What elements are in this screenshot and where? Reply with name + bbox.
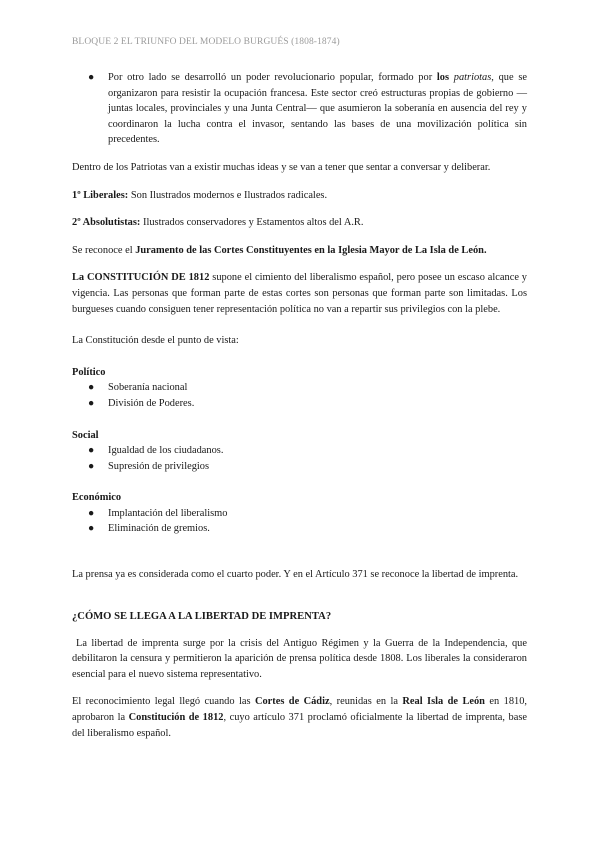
text-run: Se reconoce el bbox=[72, 244, 136, 256]
liberales-paragraph bbox=[72, 188, 527, 204]
italic-run: patriotas bbox=[453, 72, 492, 83]
running-header: BLOQUE 2 EL TRIUNFO DEL MODELO BURGUÉS (1808-1874) bbox=[72, 37, 340, 47]
patriotas-paragraph: Dentro de los Patriotas van a existir muchas ideas y se van a tener que sentar a conversar y deliberar. bbox=[72, 161, 491, 173]
reconocimiento-paragraph bbox=[72, 694, 527, 741]
list-item-text: Soberanía nacional bbox=[108, 382, 188, 394]
list-item-text: División de Poderes. bbox=[108, 397, 195, 409]
list-item-text: Implantación del liberalismo bbox=[108, 507, 228, 519]
libertad-paragraph: La libertad de imprenta surge por la crisis del Antiguo Régimen y la Guerra de la Independencia, que debilitaron la censura y permitieron la aparición de prensa política desde 1808. Los liberales la consideraron esencial para el nuevo sistema representativo. bbox=[72, 637, 527, 680]
bullet-dot: ● bbox=[88, 397, 95, 409]
bold-run: Real Isla de León bbox=[402, 696, 485, 708]
list-item bbox=[72, 396, 527, 412]
bold-run: los bbox=[436, 72, 454, 83]
intro-bullet bbox=[72, 70, 527, 148]
list-item bbox=[72, 521, 527, 537]
liberales-text: Son Ilustrados modernos e Ilustrados radicales. bbox=[128, 189, 328, 201]
bullet-dot: ● bbox=[88, 460, 95, 472]
absolutistas-paragraph bbox=[72, 215, 527, 231]
absolutistas-text: Ilustrados conservadores y Estamentos altos del A.R. bbox=[140, 217, 364, 229]
politico-heading: Político bbox=[72, 366, 106, 378]
vista-paragraph: La Constitución desde el punto de vista: bbox=[72, 335, 239, 347]
social-heading: Social bbox=[72, 429, 99, 441]
bullet-dot: ● bbox=[88, 382, 95, 394]
document-body bbox=[72, 70, 527, 741]
list-item bbox=[72, 459, 527, 475]
bullet-dot: ● bbox=[88, 72, 95, 83]
text-run: Por otro lado se desarrolló un poder revolucionario popular, formado por bbox=[108, 72, 437, 83]
list-item-text: Igualdad de los ciudadanos. bbox=[108, 445, 224, 457]
juramento-paragraph bbox=[72, 243, 527, 259]
list-item bbox=[72, 443, 527, 459]
bold-run: La CONSTITUCIÓN DE 1812 bbox=[72, 272, 210, 284]
bold-run: Cortes de Cádiz bbox=[254, 696, 330, 708]
constitucion-paragraph bbox=[72, 270, 527, 317]
list-item-text: Supresión de privilegios bbox=[108, 460, 210, 472]
absolutistas-label: 2º Absolutistas: bbox=[72, 217, 141, 229]
list-item bbox=[72, 506, 527, 522]
list-item-text: Eliminación de gremios. bbox=[108, 523, 210, 535]
bold-run: Juramento de las Cortes Constituyentes en la Iglesia Mayor de La Isla de León. bbox=[135, 244, 487, 256]
bold-run: Constitución de 1812 bbox=[128, 712, 224, 724]
text-run: , que se organizaron para resistir la ocupación francesa. Este sector creó estructuras propias de gobierno —juntas locales, provinciales y una Junta Central— que asumieron la soberanía en ausencia del rey y coordinaron la lucha contra el invasor, sentando las bases de una movilización política sin precedentes. bbox=[108, 72, 527, 146]
economico-list bbox=[72, 506, 527, 537]
bullet-dot: ● bbox=[88, 445, 95, 457]
bullet-dot: ● bbox=[88, 523, 95, 535]
bullet-dot: ● bbox=[88, 507, 95, 519]
text-run: en 1810, aprobaron la bbox=[72, 696, 528, 724]
list-item bbox=[72, 380, 527, 396]
politico-list bbox=[72, 380, 527, 411]
social-list bbox=[72, 443, 527, 474]
intro-bullet-text bbox=[108, 70, 527, 148]
economico-heading: Económico bbox=[72, 492, 122, 504]
section-heading: ¿CÓMO SE LLEGA A LA LIBERTAD DE IMPRENTA? bbox=[72, 610, 332, 622]
prensa-paragraph: La prensa ya es considerada como el cuarto poder. Y en el Artículo 371 se reconoce la libertad de imprenta. bbox=[72, 569, 519, 581]
liberales-label: 1º Liberales: bbox=[72, 189, 129, 201]
text-run: , cuyo artículo 371 proclamó oficialmente la libertad de imprenta, base del liberalismo español. bbox=[72, 712, 527, 739]
text-run: El reconocimiento legal llegó cuando las bbox=[72, 696, 255, 708]
text-run: , reunidas en la bbox=[329, 696, 403, 708]
text-run: supone el cimiento del liberalismo español, pero posee un escaso alcance y vigencia. Las personas que forman parte de estas cortes son personas que forman parte son limitadas. Los burgueses cuando consiguen tener representación política no van a repartir sus privilegios con la plebe. bbox=[72, 272, 528, 315]
